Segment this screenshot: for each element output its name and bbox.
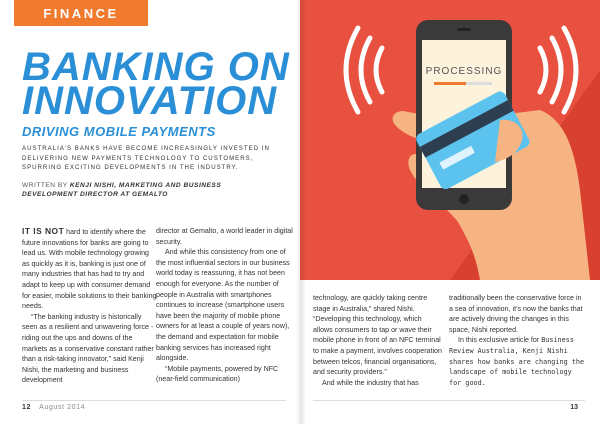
subheadline: DRIVING MOBILE PAYMENTS bbox=[22, 124, 216, 139]
footer-rule bbox=[22, 400, 286, 401]
byline-prefix: WRITTEN BY bbox=[22, 182, 68, 189]
article-column-2 bbox=[156, 226, 294, 385]
paragraph: director at Gemalto, a world leader in digital security. bbox=[156, 227, 293, 246]
issue-date: August 2014 bbox=[39, 404, 86, 411]
byline-author: KENJI NISHI, MARKETING AND BUSINESS DEVELOPMENT DIRECTOR AT GEMALTO bbox=[22, 182, 222, 198]
byline bbox=[22, 181, 257, 199]
page-number: 12 bbox=[22, 404, 31, 411]
spine-gutter bbox=[296, 0, 306, 424]
page-number: 13 bbox=[570, 404, 578, 411]
article-column-1 bbox=[22, 226, 158, 386]
footer-left bbox=[22, 404, 85, 411]
article-column-4 bbox=[449, 293, 585, 388]
paragraph: traditionally been the conservative force in a sea of innovation, it’s now the banks that are actively driving the changes in this space, Nishi reported. bbox=[449, 294, 583, 334]
paragraph: “The banking industry is historically seen as a resilient and unwavering force - riding out the ups and downs of the markets as a conservative constant rather than a risk-taking innovator,” said Kenji Nishi, the marketing and business development bbox=[22, 312, 154, 385]
lead-in: IT IS NOT bbox=[22, 226, 65, 236]
paragraph: In this exclusive article for bbox=[458, 336, 542, 345]
footer-rule bbox=[313, 400, 585, 401]
headline bbox=[22, 45, 292, 123]
paragraph: technology, are quickly taking centre stage in Australia,” shared Nishi. “Developing this technology, which allows consumers to tap or wave their mobile phone in front of an NFC terminal to make a payment, involves cooperation between telcos, financial organisations, and security providers.” bbox=[313, 294, 442, 377]
paragraph: And while this consistency from one of the most influential sectors in our business world today is reassuring, it has not been enough for everyone. As the number of people in Australia with smartphones continues to increase (smartphone users have been the majority of mobile phone owners for at least a couple of years now), the demand and expectation for mobile banking services has increased right alongside. bbox=[156, 248, 290, 363]
mobile-payment-illustration bbox=[300, 0, 600, 280]
headline-line-2: INNOVATION bbox=[22, 79, 278, 123]
paragraph: And while the industry that has bbox=[322, 378, 419, 387]
publication-mention: Business Review Australia, Kenji Nishi shares how banks are changing the landscape of mobile technology for good. bbox=[449, 336, 585, 387]
article-column-3 bbox=[313, 293, 443, 388]
section-tag: FINANCE bbox=[14, 0, 148, 26]
phone-screen-label: PROCESSING bbox=[425, 66, 503, 77]
standfirst: AUSTRALIA'S BANKS HAVE BECOME INCREASINGLY INVESTED IN DELIVERING NEW PAYMENTS TECHNOLOGY TO CUSTOMERS, SPURRING EXCITING DEVELOPMENTS IN THE INDUSTRY. bbox=[22, 145, 270, 171]
paragraph: “Mobile payments, powered by NFC (near-field communication) bbox=[156, 364, 279, 384]
headline-line-1: BANKING ON bbox=[22, 45, 290, 89]
paragraph: hard to identify where the future innovations for banks are going to lead us. With mobile technology growing as quickly as it is, banking is just one of many industries that has had to try and adapt to keep up with consumer demand for easier, mobile solutions to their banking needs. bbox=[22, 228, 157, 311]
